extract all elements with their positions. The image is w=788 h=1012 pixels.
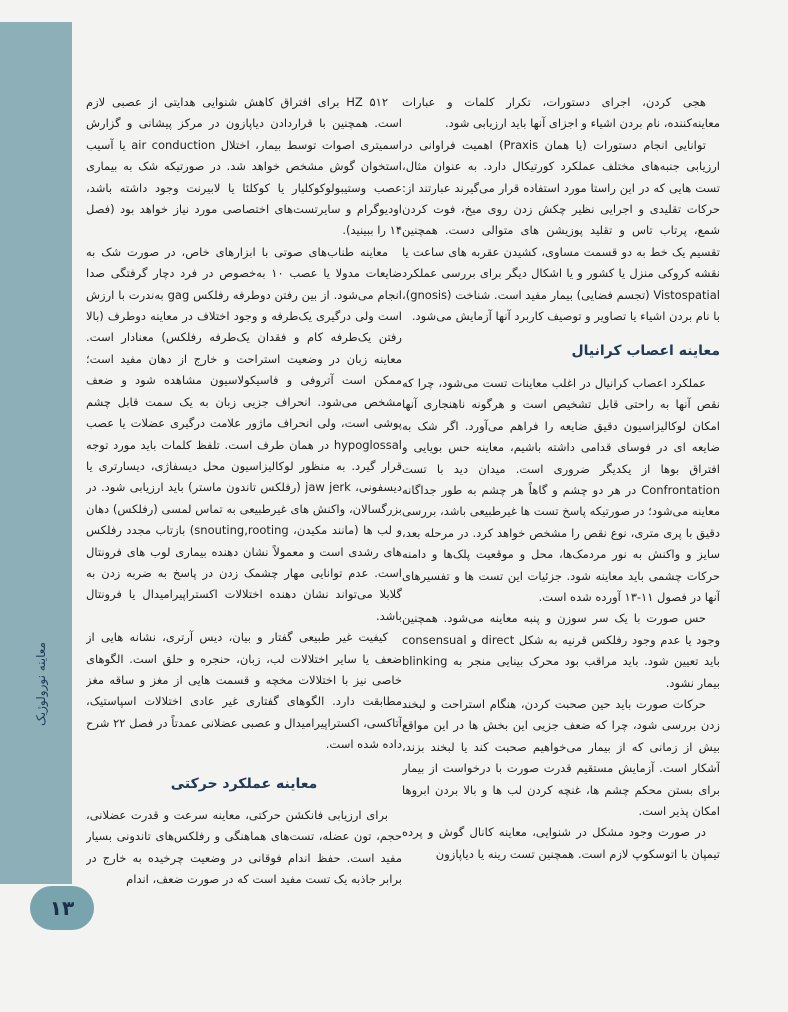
left-column	[86, 92, 402, 902]
section-heading-cranial-nerves: معاینه اعصاب کرانیال	[571, 343, 720, 360]
section-heading-motor-function: معاینه عملکرد حرکتی	[170, 775, 318, 792]
paragraph: حرکات صورت باید حین صحبت کردن، هنگام استراحت و لبخند زدن بررسی شود، چرا که ضعف جزیی این بخش ها در این مواقع بیش از زمانی که از بیمار می‌خواهیم صحبت کند یا لبخند بزند، آشکار است. آزمایش مستقیم قدرت صورت با درخواست از بیمار برای بستن محکم چشم ها، غنچه کردن لب ها و بالا بردن ابروها امکان پذیر است.	[402, 696, 720, 818]
paragraph: عملکرد اعصاب کرانیال در اغلب معاینات تست می‌شود، چرا که نقص آنها به راحتی قابل تشخیص است و هرگونه ناهنجاری آنها امکان لوکالیزاسیون دقیق ضایعه را فراهم می‌آورد. اگر شک به ضایعه ای در فوسای قدامی داشته باشیم، معاینه حس بویایی و افتراق بوها از یکدیگر ضروری است. میدان دید با تست Confrontation در هر دو چشم و گاهاً هر چشم به طور جداگانه معاینه می‌شود؛ در صورتیکه پاسخ تست ها غیرطبیعی باشد، بررسی دقیق با پری متری، نوع نقص را مشخص خواهد کرد. در مرحله بعد، سایز و واکنش به نور مردمک‌ها، محل و موقعیت پلک‌ها و دامنه حرکات چشمی باید معاینه شود. جزئیات این تست ها و تفسیرهای آنها در فصول ۱۱-۱۳ آورده شده است.	[402, 375, 720, 604]
paragraph: در صورت وجود مشکل در شنوایی، معاینه کانال گوش و پرده تیمپان با اتوسکوپ لازم است. همچنین تست رینه یا دیاپازون	[402, 825, 720, 861]
running-title: معاینه نورولوژیک	[34, 642, 48, 726]
paragraph: حس صورت با یک سر سوزن و پنبه معاینه می‌شود. همچنین وجود یا عدم وجود رفلکس قرنیه به شکل direct و consensual باید تعیین شود. باید مراقب بود محرک بینایی منجر به blinking بیمار نشود.	[402, 611, 720, 690]
paragraph: برای ارزیابی فانکشن حرکتی، معاینه سرعت و قدرت عضلانی، حجم، تون عضله، تست‌های هماهنگی و رفلکس‌های تاندونی بسیار مفید است. حفظ اندام فوقانی در وضعیت چرخیده به خارج در برابر جاذبه یک تست مفید است که در صورت ضعف، اندام	[86, 808, 402, 887]
page-side-band	[0, 22, 72, 884]
paragraph: توانایی انجام دستورات (یا همان Praxis) اهمیت فراوانی در ارزیابی جنبه‌های مختلف عملکرد کورتیکال دارد. به عنوان مثال، تست هایی که در این راستا مورد استفاده قرار می‌گیرند عبارتند از: حرکات تقلیدی و اجرایی نظیر چکش زدن روی میخ، فوت کردن شمع، پرتاب تاس و تقلید پوزیشن های متوالی دست. همچنین تقسیم یک خط به دو قسمت مساوی، کشیدن عقربه های ساعت یا نقشه کروکی منزل یا کشور و یا اشکال دیگر برای بررسی عملکرد Vistospatial (تجسم فضایی) بیمار مفید است. شناخت (gnosis)، با نام بردن اشیاء یا تصاویر و توصیف کاربرد آنها آزمایش می‌شود.	[402, 137, 720, 324]
paragraph: ۵۱۲ HZ برای افتراق کاهش شنوایی هدایتی از عصبی لازم است. همچنین با قراردادن دیاپازون در مرکز پیشانی و گزارش اسمیتری اصوات توسط بیمار، اختلال air conduction یا آسیب استخوان گوش مشخص خواهد شد. در صورتیکه شک به بیماری عصب وستیبولوکوکلیار یا کوکلئا یا لابیرنت وجود داشته باشد، اودیوگرام و سایرتست‌های اختصاصی مورد نیاز خواهد بود (فصل ۱۴ را ببینید).	[86, 95, 402, 238]
page-number: ۱۳	[30, 886, 94, 930]
paragraph: کیفیت غیر طبیعی گفتار و بیان، دیس آرتری، نشانه هایی از ضعف یا سایر اختلالات لب، زبان، حنجره و حلق است. الگوهای خاصی نیز با اختلالات مخچه و قسمت هایی از مغز و ساقه مغز مطابقت دارد. الگوهای گفتاری غیر عادی اختلالات اسپاستیک، آتاکسی، اکستراپیرامیدال و عصبی عضلانی عمدتاً در فصل ۲۲ شرح داده شده است.	[86, 630, 402, 752]
paragraph: هجی کردن، اجرای دستورات، تکرار کلمات و عبارات معاینه‌کننده، نام بردن اشیاء و اجزای آنها باید ارزیابی شود.	[402, 95, 720, 131]
paragraph: معاینه طناب‌های صوتی با ابزارهای خاص، در صورت شک به ضایعات مدولا یا عصب ۱۰ به‌خصوص در فرد دچار گرفتگی صدا انجام می‌شود. از بین رفتن دوطرفه رفلکس gag به‌ندرت با ارزش است ولی درگیری یک‌طرفه و وجود اختلاف در معاینه دوطرف (بالا رفتن یک‌طرفه کام و فقدان یک‌طرفه رفلکس) معنادار است. معاینه زبان در وضعیت استراحت و خارج از دهان مفید است؛ ممکن است آتروفی و فاسیکولاسیون مشاهده شود و ضعف مشخص می‌شود. انحراف جزیی زبان به یک سمت قابل چشم پوشی است، ولی انحراف ماژور علامت درگیری عضلات یا عصب hypoglossal در همان طرف است. تلفظ کلمات باید مورد توجه قرار گیرد. به منظور لوکالیزاسیون محل دیسفاژی، دیسارتری یا دیسفونی، jaw jerk (رفلکس تاندون ماستر) باید ارزیابی شود. در بزرگسالان، واکنش های غیرطبیعی به تماس لمسی (رفلکس) دهان و لب ها (مانند مکیدن، snouting,rooting) بازتاب مجدد رفلکس های رشدی است و معمولاً نشان دهنده بیماری لوب های فرونتال است. عدم توانایی مهار چشمک زدن در پاسخ به ضربه زدن به گلابلا می‌تواند نشان دهنده اختلالات اکستراپیرامیدال یا فرونتال باشد.	[86, 244, 402, 623]
right-column	[402, 92, 720, 902]
